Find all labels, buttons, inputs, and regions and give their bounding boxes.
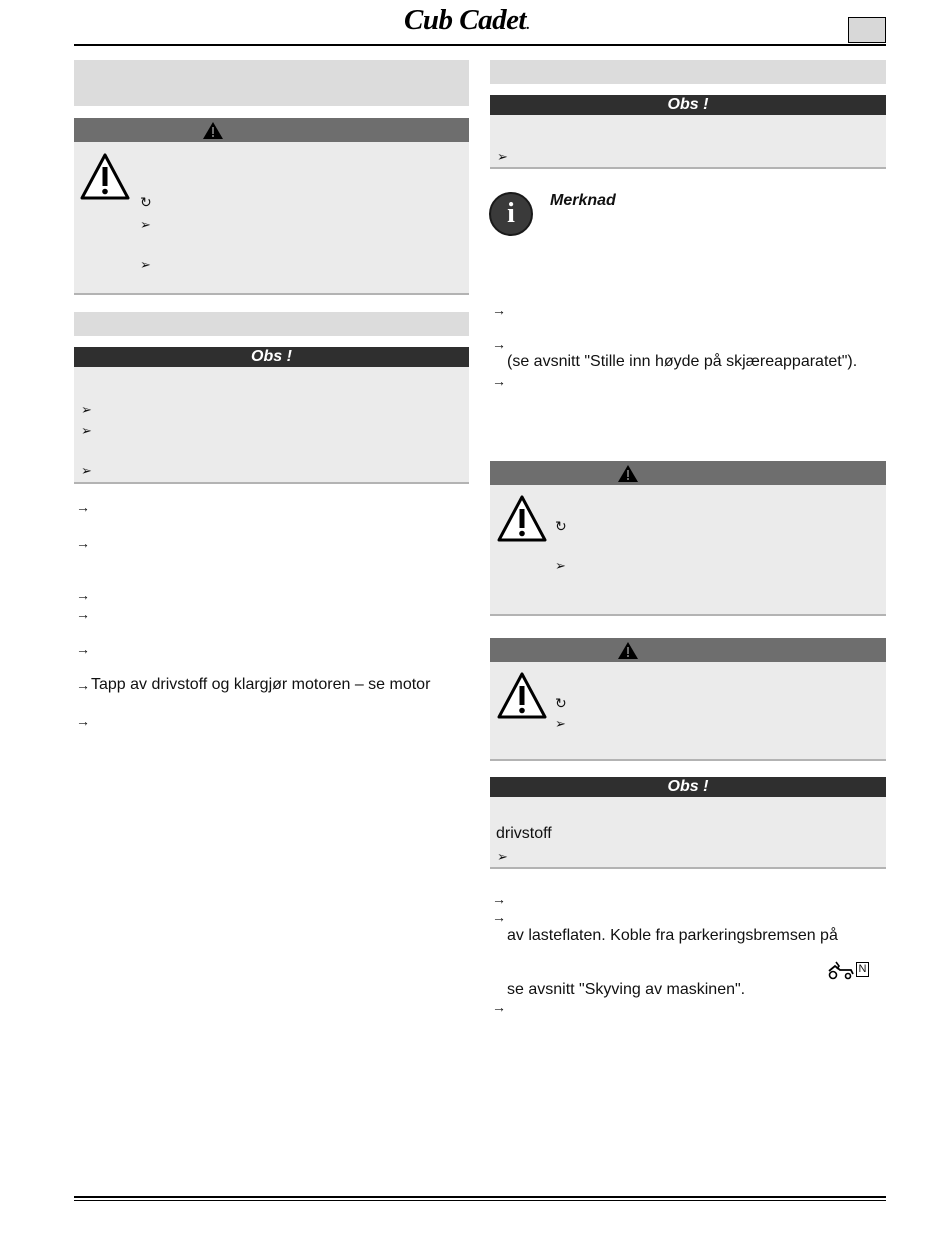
arrow-icon: →: [76, 499, 90, 515]
warning-box-body: [74, 142, 469, 295]
warning-large-icon: [80, 153, 130, 200]
instruction-icon: ↻: [555, 695, 567, 711]
section-heading-bar-2: [74, 312, 469, 336]
chevron-icon: ➢: [497, 149, 508, 164]
warning-header: [490, 638, 886, 662]
drain-fuel-text: Tapp av drivstoff og klargjør motoren – se motor: [91, 676, 431, 693]
cutting-height-ref-text: (se avsnitt "Stille inn høyde på skjæreapparatet").: [507, 353, 858, 370]
footer-rule: [74, 1196, 886, 1198]
arrow-icon: →: [76, 535, 90, 551]
chevron-icon: ➢: [555, 558, 566, 573]
chevron-icon: ➢: [81, 463, 92, 478]
warning-large-icon: [497, 672, 547, 719]
header-rule: [74, 44, 886, 46]
logo-text: Cub Cadet: [404, 4, 526, 36]
obs-box-body: [490, 797, 886, 869]
arrow-icon: →: [492, 302, 506, 318]
section-heading-bar-3: [490, 60, 886, 84]
neutral-symbol: N: [856, 962, 869, 977]
obs-header: Obs !: [490, 777, 886, 797]
warning-box-body: [490, 662, 886, 761]
arrow-icon: →: [76, 677, 90, 693]
instruction-icon: ↻: [555, 518, 567, 534]
warning-header: [490, 461, 886, 485]
chevron-icon: ➢: [140, 217, 151, 232]
arrow-icon: →: [492, 373, 506, 389]
fuel-word-text: drivstoff: [496, 825, 552, 842]
obs-box-body: [490, 115, 886, 169]
obs-header: Obs !: [74, 347, 469, 367]
warning-header: [74, 118, 469, 142]
warning-triangle-icon: [617, 641, 639, 660]
warning-triangle-icon: [202, 121, 224, 140]
arrow-icon: →: [492, 999, 506, 1015]
arrow-icon: →: [76, 713, 90, 729]
warning-large-icon: [497, 495, 547, 542]
chevron-icon: ➢: [81, 402, 92, 417]
chevron-icon: ➢: [140, 257, 151, 272]
arrow-icon: →: [76, 606, 90, 622]
arrow-icon: →: [76, 641, 90, 657]
pushing-ref-text: se avsnitt "Skyving av maskinen".: [507, 981, 746, 998]
cub-cadet-logo: [404, 4, 529, 37]
logo-mark: .: [526, 18, 529, 33]
arrow-icon: →: [492, 336, 506, 352]
chevron-icon: ➢: [81, 423, 92, 438]
arrow-icon: →: [76, 587, 90, 603]
chevron-icon: ➢: [497, 849, 508, 864]
obs-box-body: [74, 367, 469, 484]
obs-header: Obs !: [490, 95, 886, 115]
footer-rule-thin: [74, 1200, 886, 1201]
arrow-icon: →: [492, 909, 506, 925]
tractor-push-icon: [826, 960, 856, 980]
info-icon: i: [489, 192, 533, 236]
section-heading-bar-1: [74, 60, 469, 106]
warning-triangle-icon: [617, 464, 639, 483]
language-tab-box: [848, 17, 886, 43]
instruction-icon: ↻: [140, 194, 152, 210]
chevron-icon: ➢: [555, 716, 566, 731]
warning-box-body: [490, 485, 886, 616]
arrow-icon: →: [492, 891, 506, 907]
loading-bed-text: av lasteflaten. Koble fra parkeringsbremsen på: [507, 927, 838, 944]
note-title: Merknad: [550, 192, 616, 209]
